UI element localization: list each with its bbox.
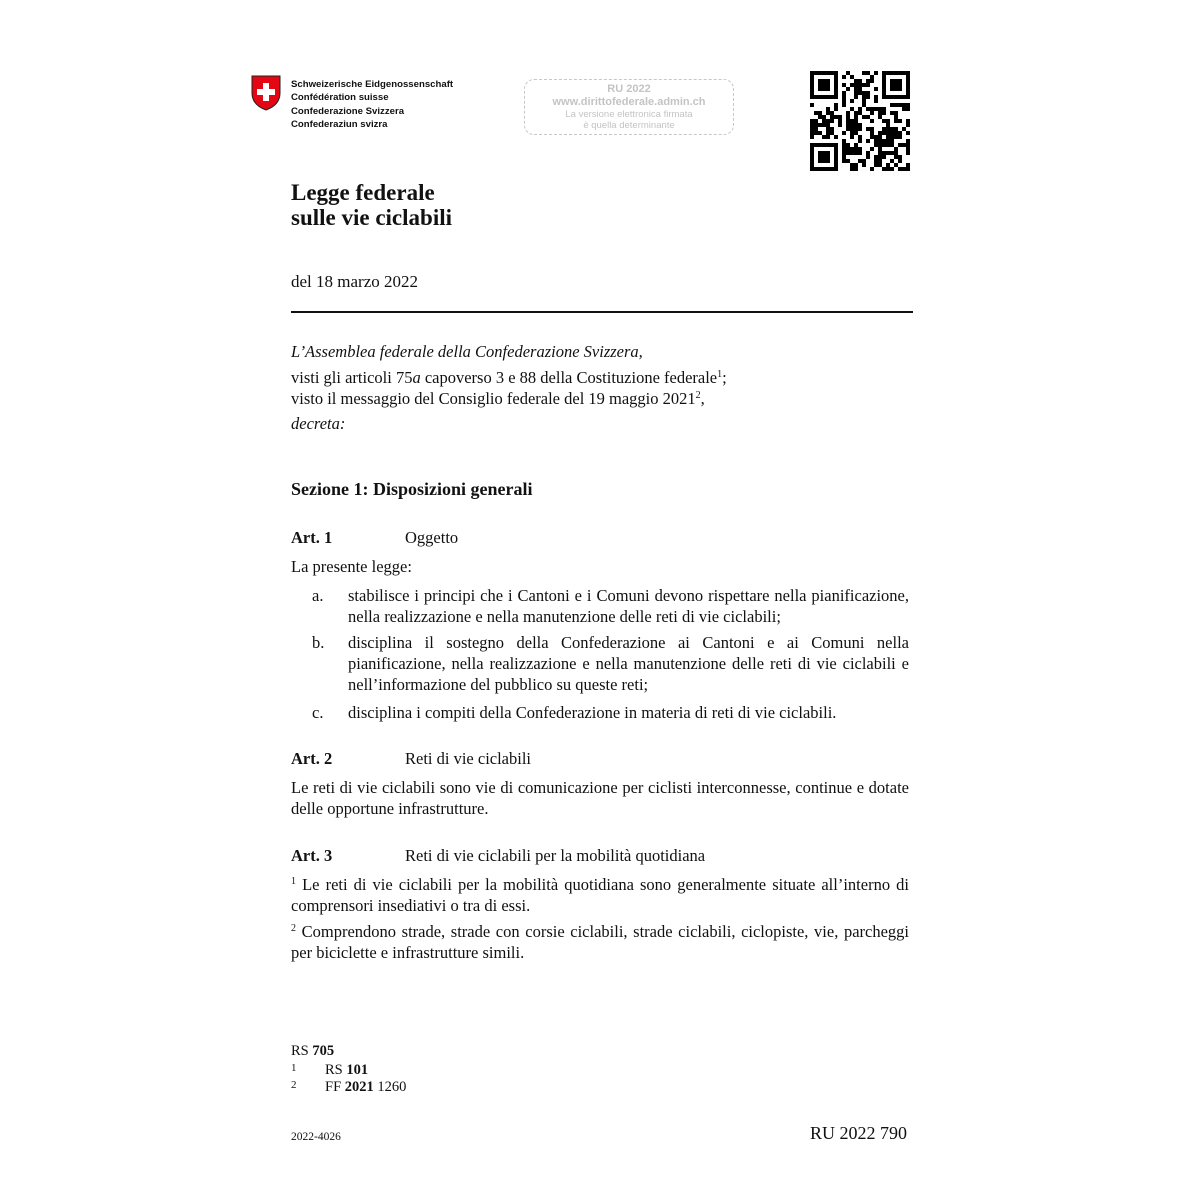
article-title: Reti di vie ciclabili per la mobilità quotidiana [405,846,706,865]
confederation-name-de: Schweizerische Eidgenossenschaft [291,79,454,90]
paragraph-number: 2 [291,923,296,934]
preamble-visti [291,368,727,388]
footnote-2 [291,1079,406,1096]
rs-number [291,1043,334,1060]
qr-code-icon [810,71,910,171]
article-title: Oggetto [405,528,459,547]
title-line-2: sulle vie ciclabili [291,205,452,230]
article-2-text: Le reti di vie ciclabili sono vie di comunicazione per ciclisti interconnesse, continue e dotate delle opportune infrastrutture. [291,778,909,818]
article-heading-3 [291,846,705,866]
preamble-visto [291,389,705,409]
ru-reference: RU 2022 790 [810,1123,908,1143]
article-3-paragraph-1 [291,874,909,916]
document-date: del 18 marzo 2022 [291,272,418,291]
footnote-ref-1[interactable]: 1 [717,369,723,380]
section-heading: Sezione 1: Disposizioni generali [291,479,533,499]
visti-text-2: capoverso 3 e 88 della Costituzione federale [420,368,718,387]
paragraph-text: Le reti di vie ciclabili per la mobilità quotidiana sono generalmente situate all’interno di comprensori insediativi o tra di essi. [291,875,909,915]
footnote-page: 1260 [373,1079,407,1095]
visto-end: , [700,389,705,408]
footnote-value: 101 [346,1062,369,1078]
preamble-assembly: L’Assemblea federale della Confederazione Svizzera, [291,342,643,361]
list-item-label: c. [312,703,324,722]
list-item [291,702,909,723]
stamp-note-1: La versione elettronica firmata [565,109,693,120]
paragraph-number: 1 [291,876,296,887]
confederation-name-it: Confederazione Svizzera [291,105,405,117]
stamp-url[interactable]: www.dirittofederale.admin.ch [552,96,706,108]
visti-end: ; [722,368,727,387]
list-item-text: disciplina i compiti della Confederazione in materia di reti di vie ciclabili. [348,703,837,722]
stamp-ru: RU 2022 [607,83,651,95]
visti-letter: a [412,368,421,387]
list-item [291,585,909,627]
article-heading-2 [291,749,531,769]
visto-text: visto il messaggio del Consiglio federale del 19 maggio 2021 [291,389,696,408]
list-item-label: a. [312,586,324,605]
confederation-name-fr: Confédération suisse [291,92,389,104]
footnote-mark: 1 [291,1062,297,1074]
article-number: Art. 3 [291,846,333,865]
list-item [291,632,909,695]
footnote-ref-2[interactable]: 2 [695,390,701,401]
article-3-paragraph-2 [291,921,909,963]
article-number: Art. 2 [291,749,333,768]
article-1-intro: La presente legge: [291,557,412,576]
list-item-text: stabilisce i principi che i Cantoni e i Comuni devono rispettare nella pianificazione, nella realizzazione e nella manutenzione delle reti di vie ciclabili; [348,586,909,626]
article-title: Reti di vie ciclabili [405,749,532,768]
title-rule [291,311,913,313]
preamble-decreta: decreta: [291,414,346,433]
document-code: 2022-4026 [291,1131,341,1143]
rs-value: 705 [312,1043,335,1059]
footnote-prefix: FF [325,1079,345,1095]
footnote-mark: 2 [291,1079,297,1091]
confederation-name-rm: Confederaziun svizra [291,118,388,130]
footnote-year: 2021 [344,1079,374,1095]
article-number: Art. 1 [291,528,333,547]
footnote-1 [291,1062,368,1079]
article-heading-1 [291,528,458,548]
list-item-label: b. [312,633,325,652]
swiss-coat-of-arms-icon [251,75,281,111]
document-title [291,180,452,230]
rs-prefix: RS [291,1043,313,1059]
confederation-names [291,78,453,131]
list-item-text: disciplina il sostegno della Confederazione ai Cantoni e ai Comuni nella pianificazione, nella realizzazione e nella manutenzione delle reti di vie ciclabili e nell’informazione del pubblico su queste reti; [348,633,909,694]
footnote-prefix: RS [325,1062,347,1078]
stamp-note-2: è quella determinante [583,120,675,131]
visti-text-1: visti gli articoli 75 [291,368,413,387]
title-line-1: Legge federale [291,180,435,205]
paragraph-text: Comprendono strade, strade con corsie ciclabili, strade ciclabili, ciclopiste, vie, parcheggi per biciclette e infrastrutture simili. [291,922,909,962]
signature-stamp [524,79,734,135]
